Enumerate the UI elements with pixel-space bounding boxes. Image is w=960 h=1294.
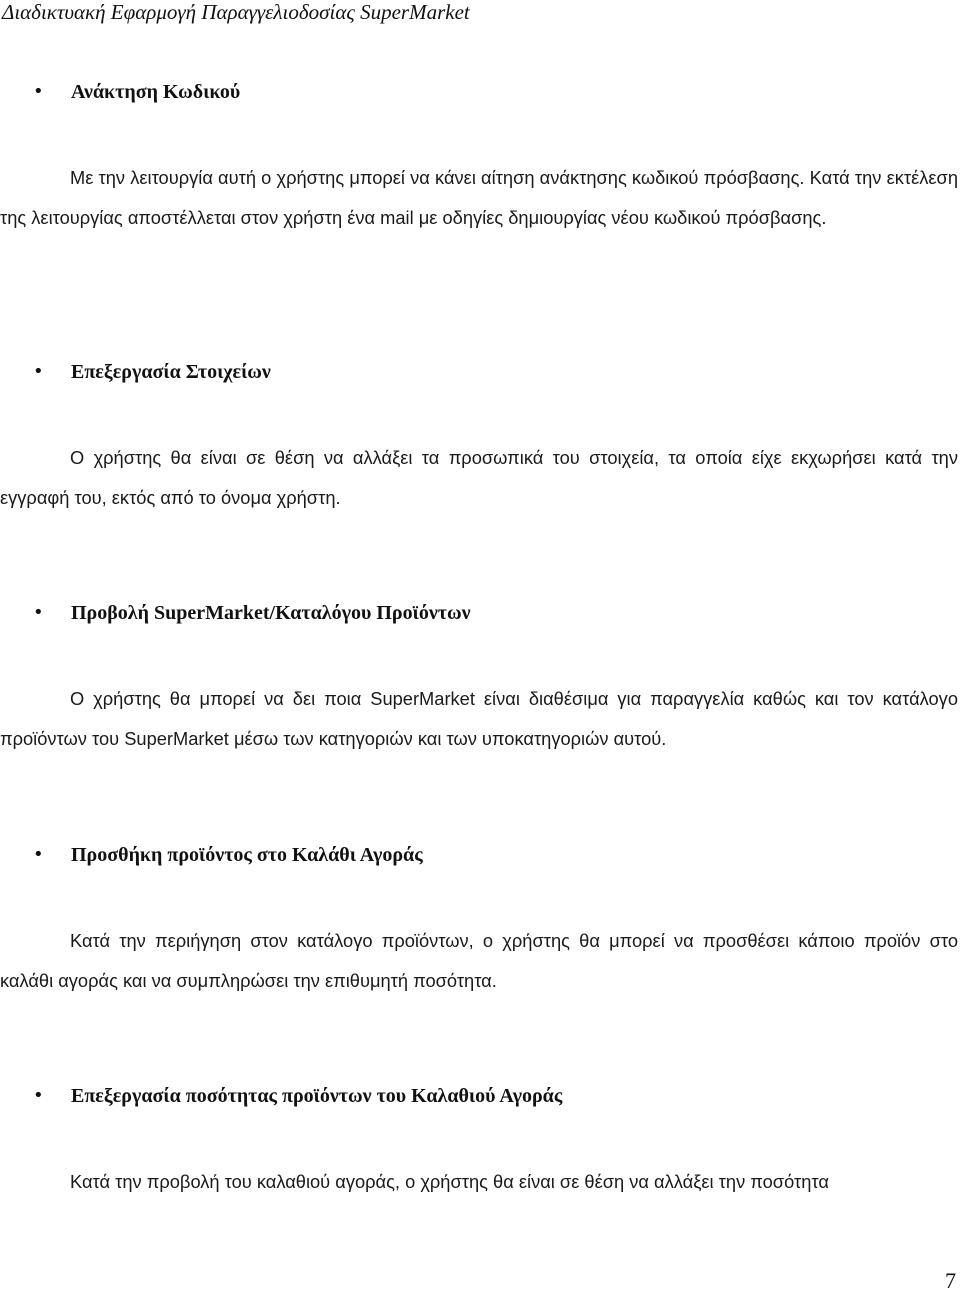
- page-number: 7: [945, 1268, 956, 1293]
- section-paragraph: Ο χρήστης θα μπορεί να δει ποια SuperMarket είναι διαθέσιμα για παραγγελία καθώς και τον κατάλογο προϊόντων του SuperMarket μέσω των κατηγοριών και των υποκατηγοριών αυτού.: [0, 688, 958, 749]
- section-password-recovery: [0, 78, 958, 238]
- section-heading: Προσθήκη προϊόντος στο Καλάθι Αγοράς: [71, 844, 423, 866]
- section-view-catalog: [0, 599, 958, 759]
- section-heading-row: [0, 599, 958, 627]
- section-paragraph: Ο χρήστης θα είναι σε θέση να αλλάξει τα προσωπικά του στοιχεία, τα οποία είχε εκχωρήσει κατά την εγγραφή του, εκτός από το όνομα χρήστη.: [0, 447, 958, 508]
- section-heading: Προβολή SuperMarket/Καταλόγου Προϊόντων: [71, 602, 471, 624]
- section-heading-row: [0, 78, 958, 106]
- section-heading-row: [0, 841, 958, 869]
- section-edit-cart-quantity: [0, 1082, 958, 1202]
- bullet-icon: •: [33, 361, 44, 382]
- section-edit-details: [0, 358, 958, 518]
- section-heading: Επεξεργασία Στοιχείων: [71, 361, 271, 383]
- section-paragraph: Με την λειτουργία αυτή ο χρήστης μπορεί να κάνει αίτηση ανάκτησης κωδικού πρόσβασης. Κατά την εκτέλεση της λειτουργίας αποστέλλεται στον χρήστη ένα mail με οδηγίες δημιουργίας νέου κωδικού πρόσβασης.: [0, 167, 958, 228]
- bullet-icon: •: [33, 1085, 44, 1106]
- section-paragraph: Κατά την προβολή του καλαθιού αγοράς, ο χρήστης θα είναι σε θέση να αλλάξει την ποσότητα: [70, 1171, 829, 1192]
- section-paragraph: Κατά την περιήγηση στον κατάλογο προϊόντων, ο χρήστης θα μπορεί να προσθέσει κάποιο προϊόν στο καλάθι αγοράς και να συμπληρώσει την επιθυμητή ποσότητα.: [0, 930, 958, 991]
- running-header: Διαδικτυακή Εφαρμογή Παραγγελιοδοσίας SuperMarket: [2, 0, 470, 24]
- section-heading-row: [0, 1082, 958, 1110]
- bullet-icon: •: [33, 844, 44, 865]
- bullet-icon: •: [33, 602, 44, 623]
- bullet-icon: •: [33, 81, 44, 102]
- section-heading: Ανάκτηση Κωδικού: [71, 81, 241, 103]
- section-heading-row: [0, 358, 958, 386]
- section-heading: Επεξεργασία ποσότητας προϊόντων του Καλαθιού Αγοράς: [71, 1085, 563, 1107]
- section-add-to-cart: [0, 841, 958, 1001]
